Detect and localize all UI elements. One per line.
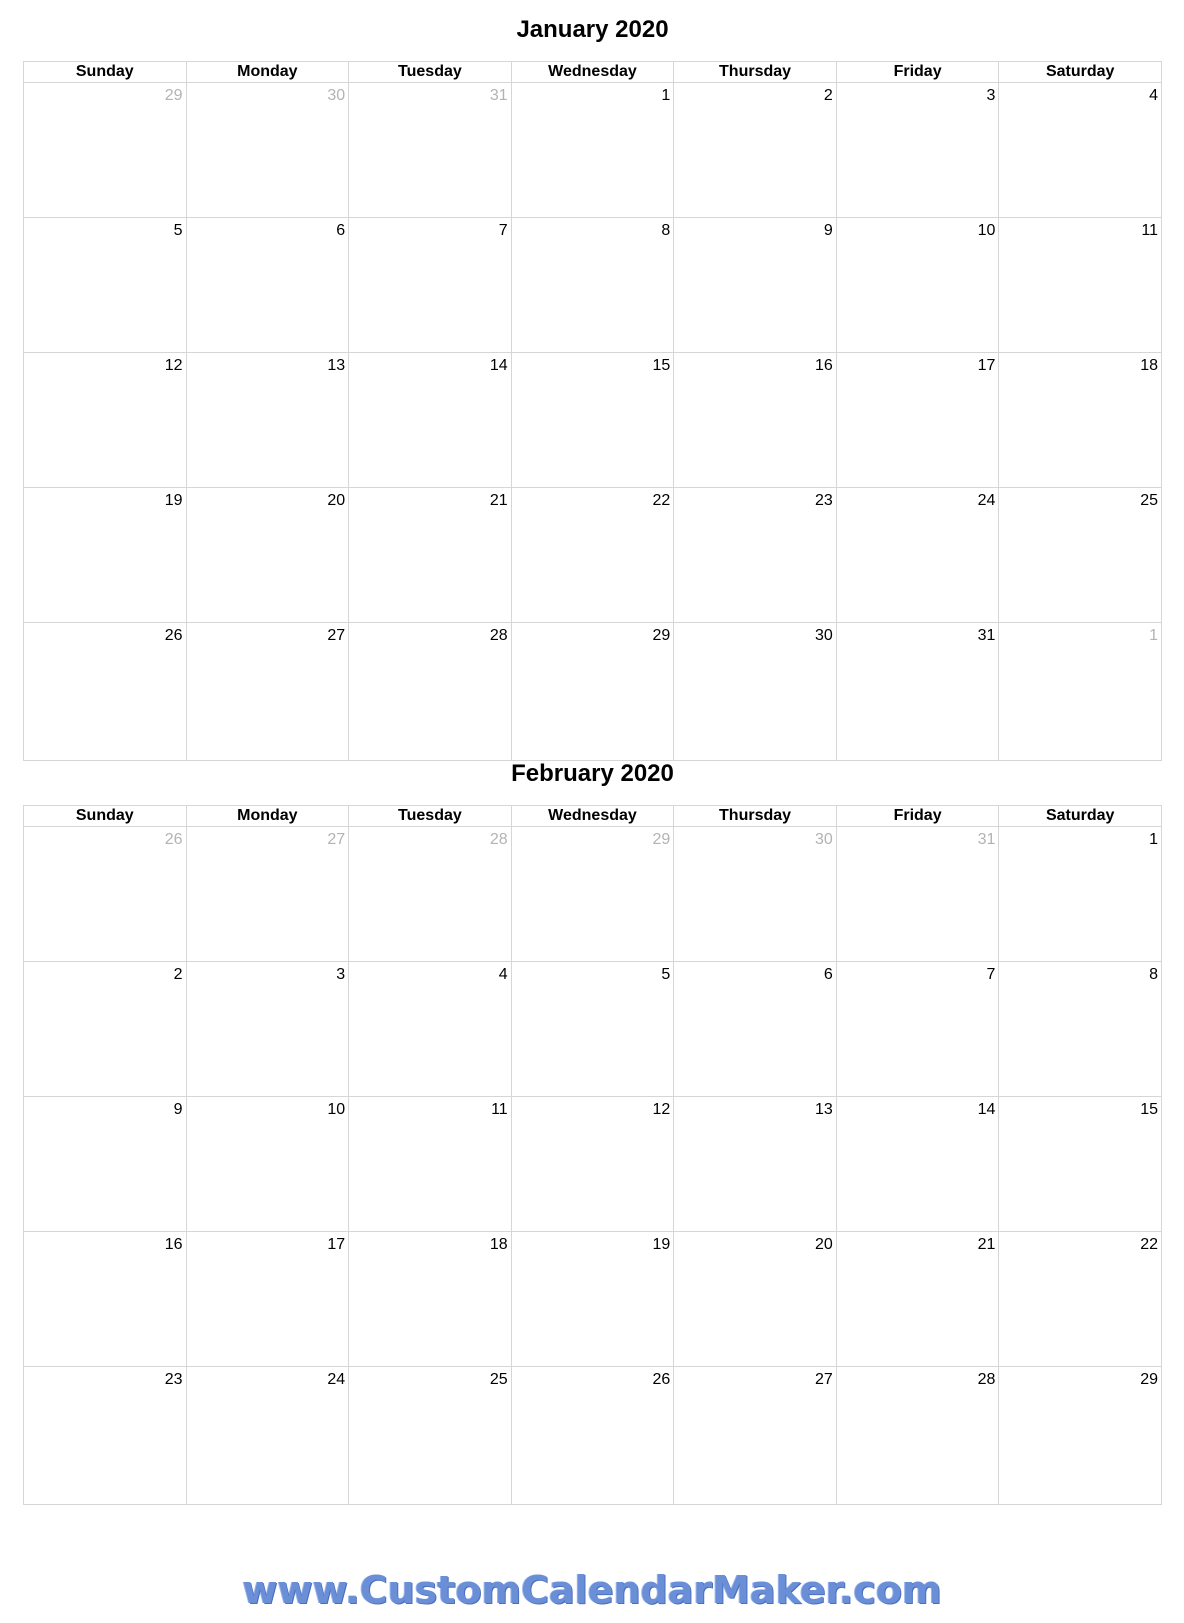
day-cell <box>186 623 349 761</box>
day-number: 26 <box>652 1371 671 1388</box>
day-cell <box>674 83 837 218</box>
day-cell <box>186 1367 349 1505</box>
weekday-header: Monday <box>186 806 349 827</box>
day-cell <box>836 488 999 623</box>
day-cell <box>836 1367 999 1505</box>
day-cell-other-month <box>186 827 349 962</box>
day-number: 27 <box>815 1371 833 1388</box>
day-cell <box>674 353 837 488</box>
day-cell <box>836 353 999 488</box>
calendar-body <box>24 83 1162 761</box>
day-number: 11 <box>1141 222 1158 239</box>
day-cell-other-month <box>349 827 512 962</box>
day-number: 12 <box>164 357 183 374</box>
day-number: 27 <box>327 831 346 848</box>
day-cell-other-month <box>999 623 1162 761</box>
day-number: 22 <box>1140 1236 1158 1253</box>
day-number: 16 <box>164 1236 183 1253</box>
day-number: 1 <box>1149 627 1158 644</box>
day-cell <box>349 962 512 1097</box>
weekday-header-row <box>24 62 1162 83</box>
day-cell <box>999 218 1162 353</box>
day-number: 16 <box>815 357 833 374</box>
weekday-header: Sunday <box>24 62 187 83</box>
day-number: 25 <box>489 1371 508 1388</box>
day-cell <box>24 1097 187 1232</box>
day-number: 28 <box>489 627 508 644</box>
calendar-grid <box>23 61 1162 761</box>
day-number: 17 <box>977 357 996 374</box>
weekday-header: Saturday <box>999 62 1162 83</box>
day-number: 3 <box>336 966 346 983</box>
day-cell <box>349 623 512 761</box>
day-number: 30 <box>815 627 833 644</box>
day-number: 3 <box>986 87 996 104</box>
day-number: 8 <box>1149 966 1158 983</box>
day-number: 18 <box>1140 357 1158 374</box>
week-row <box>24 218 1162 353</box>
day-number: 29 <box>1140 1371 1158 1388</box>
day-number: 8 <box>661 222 671 239</box>
day-cell <box>836 1232 999 1367</box>
day-cell <box>349 1367 512 1505</box>
day-cell <box>186 218 349 353</box>
week-row <box>24 353 1162 488</box>
day-number: 24 <box>977 492 996 509</box>
day-cell <box>24 623 187 761</box>
day-number: 18 <box>489 1236 508 1253</box>
day-cell <box>836 623 999 761</box>
day-cell <box>24 1232 187 1367</box>
week-row <box>24 623 1162 761</box>
day-cell <box>511 218 674 353</box>
day-number: 24 <box>327 1371 346 1388</box>
day-cell <box>999 353 1162 488</box>
day-number: 21 <box>977 1236 996 1253</box>
day-cell-other-month <box>24 83 187 218</box>
day-number: 13 <box>327 357 346 374</box>
calendar-grid <box>23 805 1162 1505</box>
month-title: January 2020 <box>516 16 669 43</box>
day-number: 7 <box>986 966 996 983</box>
day-number: 12 <box>652 1101 671 1118</box>
day-number: 1 <box>661 87 671 104</box>
day-cell <box>999 1367 1162 1505</box>
day-cell <box>674 488 837 623</box>
day-number: 28 <box>489 831 508 848</box>
day-cell <box>674 1367 837 1505</box>
day-cell <box>674 962 837 1097</box>
calendar-february <box>23 758 1162 1505</box>
calendar-january <box>23 14 1162 761</box>
weekday-header: Thursday <box>674 62 837 83</box>
week-row <box>24 1097 1162 1232</box>
day-number: 4 <box>1149 87 1158 104</box>
day-cell <box>674 623 837 761</box>
week-row <box>24 83 1162 218</box>
day-cell <box>511 962 674 1097</box>
day-cell <box>349 353 512 488</box>
day-cell <box>511 1232 674 1367</box>
day-cell-other-month <box>186 83 349 218</box>
day-number: 15 <box>1140 1101 1158 1118</box>
day-number: 6 <box>336 222 346 239</box>
day-number: 13 <box>815 1101 833 1118</box>
day-number: 25 <box>1140 492 1158 509</box>
day-cell <box>349 1097 512 1232</box>
day-number: 22 <box>652 492 671 509</box>
day-cell <box>511 623 674 761</box>
day-cell <box>511 1367 674 1505</box>
day-cell <box>24 1367 187 1505</box>
day-number: 28 <box>977 1371 996 1388</box>
day-cell <box>24 488 187 623</box>
day-number: 30 <box>815 831 833 848</box>
day-number: 6 <box>823 966 833 983</box>
day-cell <box>349 1232 512 1367</box>
day-number: 10 <box>977 222 996 239</box>
day-number: 31 <box>977 831 996 848</box>
day-cell <box>999 1232 1162 1367</box>
day-cell <box>999 83 1162 218</box>
weekday-header: Wednesday <box>511 806 674 827</box>
website-watermark: www.CustomCalendarMaker.com <box>242 1568 942 1612</box>
day-number: 7 <box>498 222 508 239</box>
weekday-header: Wednesday <box>511 62 674 83</box>
day-number: 11 <box>491 1101 508 1118</box>
day-cell <box>186 488 349 623</box>
day-cell <box>511 488 674 623</box>
month-title: February 2020 <box>511 760 674 787</box>
day-cell-other-month <box>674 827 837 962</box>
day-cell <box>836 83 999 218</box>
day-number: 10 <box>327 1101 346 1118</box>
day-number: 29 <box>164 87 183 104</box>
day-number: 9 <box>173 1101 183 1118</box>
week-row <box>24 488 1162 623</box>
day-cell <box>836 962 999 1097</box>
day-cell <box>674 1097 837 1232</box>
day-number: 20 <box>327 492 346 509</box>
day-cell <box>999 488 1162 623</box>
weekday-header: Tuesday <box>349 62 512 83</box>
day-number: 4 <box>498 966 508 983</box>
day-number: 17 <box>327 1236 346 1253</box>
day-cell-other-month <box>24 827 187 962</box>
weekday-header: Friday <box>836 806 999 827</box>
day-cell <box>836 218 999 353</box>
day-number: 23 <box>164 1371 183 1388</box>
day-number: 21 <box>489 492 508 509</box>
day-cell <box>674 1232 837 1367</box>
day-number: 2 <box>173 966 183 983</box>
weekday-header: Monday <box>186 62 349 83</box>
day-cell <box>999 827 1162 962</box>
day-cell <box>349 488 512 623</box>
day-cell <box>186 1232 349 1367</box>
weekday-header: Sunday <box>24 806 187 827</box>
day-cell <box>24 962 187 1097</box>
day-cell <box>24 218 187 353</box>
day-cell-other-month <box>836 827 999 962</box>
day-number: 9 <box>823 222 833 239</box>
day-number: 31 <box>489 87 508 104</box>
day-number: 30 <box>327 87 346 104</box>
day-number: 29 <box>652 831 671 848</box>
weekday-header: Thursday <box>674 806 837 827</box>
day-number: 2 <box>823 87 833 104</box>
day-number: 29 <box>652 627 671 644</box>
day-cell <box>186 353 349 488</box>
day-number: 26 <box>164 627 183 644</box>
day-number: 5 <box>661 966 671 983</box>
day-number: 19 <box>652 1236 671 1253</box>
day-number: 14 <box>977 1101 996 1118</box>
day-cell <box>674 218 837 353</box>
day-cell <box>24 353 187 488</box>
day-number: 5 <box>173 222 183 239</box>
day-number: 15 <box>652 357 671 374</box>
day-cell <box>186 962 349 1097</box>
day-cell <box>349 218 512 353</box>
weekday-header: Saturday <box>999 806 1162 827</box>
day-cell-other-month <box>511 827 674 962</box>
weekday-header: Friday <box>836 62 999 83</box>
day-number: 23 <box>815 492 833 509</box>
day-cell-other-month <box>349 83 512 218</box>
day-cell <box>511 1097 674 1232</box>
day-number: 27 <box>327 627 346 644</box>
day-cell <box>999 1097 1162 1232</box>
day-number: 31 <box>977 627 996 644</box>
day-cell <box>511 353 674 488</box>
day-number: 20 <box>815 1236 833 1253</box>
day-cell <box>186 1097 349 1232</box>
day-number: 19 <box>164 492 183 509</box>
day-cell <box>836 1097 999 1232</box>
calendar-body <box>24 827 1162 1505</box>
weekday-header: Tuesday <box>349 806 512 827</box>
day-number: 1 <box>1149 831 1158 848</box>
week-row <box>24 962 1162 1097</box>
week-row <box>24 827 1162 962</box>
day-number: 14 <box>489 357 508 374</box>
weekday-header-row <box>24 806 1162 827</box>
day-number: 26 <box>164 831 183 848</box>
day-cell <box>511 83 674 218</box>
week-row <box>24 1367 1162 1505</box>
week-row <box>24 1232 1162 1367</box>
day-cell <box>999 962 1162 1097</box>
